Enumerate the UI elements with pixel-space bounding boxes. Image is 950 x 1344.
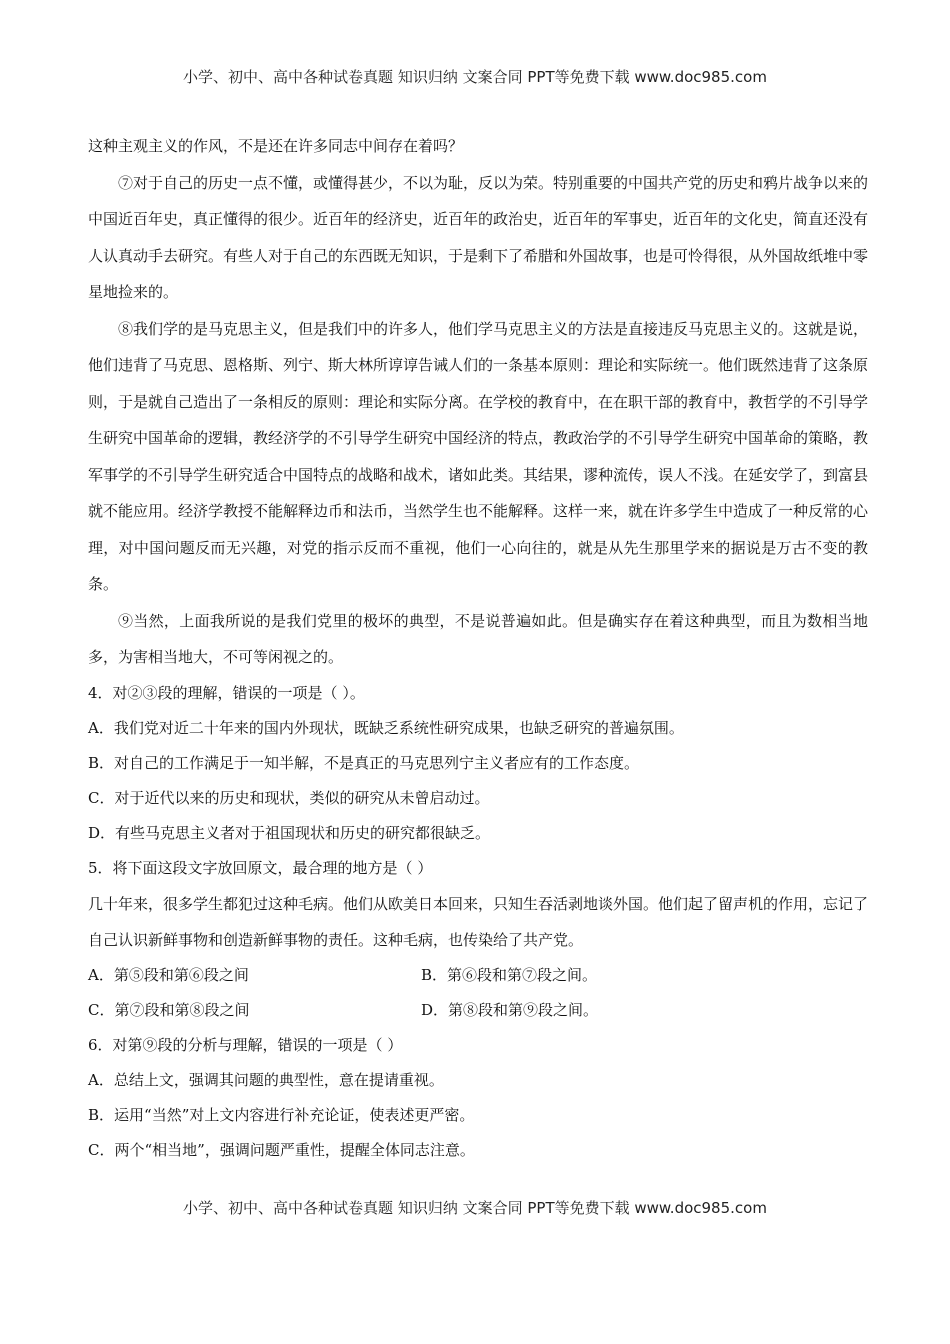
- question-5-options-row-1: [88, 958, 868, 993]
- question-5-options-row-2: [88, 993, 868, 1028]
- question-4-stem: 4．对②③段的理解，错误的一项是（ ）。: [88, 683, 365, 702]
- question-4-option-b: B．对自己的工作满足于一知半解，不是真正的马克思列宁主义者应有的工作态度。: [88, 753, 640, 772]
- page-header: 小学、初中、高中各种试卷真题 知识归纳 文案合同 PPT等免费下载 www.doc985.com: [183, 68, 767, 86]
- question-5-quote: 几十年来，很多学生都犯过这种毛病。他们从欧美日本回来，只知生吞活剥地谈外国。他们起了留声机的作用，忘记了自己认识新鲜事物和创造新鲜事物的责任。这种毛病，也传染给了共产党。: [88, 894, 869, 949]
- question-6-option-a: A．总结上文，强调其问题的典型性，意在提请重视。: [88, 1070, 444, 1089]
- question-5-option-d: D．第⑧段和第⑨段之间。: [421, 1000, 599, 1019]
- passage-paragraph-continued: 这种主观主义的作风，不是还在许多同志中间存在着吗？: [88, 137, 464, 155]
- question-5-option-c: C．第⑦段和第⑧段之间: [88, 1000, 250, 1019]
- page-footer: 小学、初中、高中各种试卷真题 知识归纳 文案合同 PPT等免费下载 www.doc985.com: [183, 1199, 767, 1217]
- question-4-option-a: A．我们党对近二十年来的国内外现状，既缺乏系统性研究成果，也缺乏研究的普遍氛围。: [88, 718, 684, 737]
- passage-paragraph-8: ⑧我们学的是马克思主义，但是我们中的许多人，他们学马克思主义的方法是直接违反马克思主义的。这就是说，他们违背了马克思、恩格斯、列宁、斯大林所谆谆告诫人们的一条基本原则：理论和实际统一。他们既然违背了这条原则，于是就自己造出了一条相反的原则：理论和实际分离。在学校的教育中，在在职干部的教育中，教哲学的不引导学生研究中国革命的逻辑，教经济学的不引导学生研究中国经济的特点，教政治学的不引导学生研究中国革命的策略，教军事学的不引导学生研究适合中国特点的战略和战术，诸如此类。其结果，谬种流传，误人不浅。在延安学了，到富县就不能应用。经济学教授不能解释边币和法币，当然学生也不能解释。这样一来，就在许多学生中造成了一种反常的心理，对中国问题反而无兴趣，对党的指示反而不重视，他们一心向往的，就是从先生那里学来的据说是万古不变的教条。: [88, 319, 869, 593]
- question-6-stem: 6．对第⑨段的分析与理解，错误的一项是（ ）: [88, 1035, 403, 1054]
- question-5-option-b: B．第⑥段和第⑦段之间。: [421, 965, 598, 984]
- question-5-stem: 5．将下面这段文字放回原文，最合理的地方是（ ）: [88, 858, 433, 877]
- question-5-option-a: A．第⑤段和第⑥段之间: [88, 965, 249, 984]
- passage-paragraph-7: ⑦对于自己的历史一点不懂，或懂得甚少，不以为耻，反以为荣。特别重要的中国共产党的历史和鸦片战争以来的中国近百年史，真正懂得的很少。近百年的经济史，近百年的政治史，近百年的军事史，近百年的文化史，简直还没有人认真动手去研究。有些人对于自己的东西既无知识，于是剩下了希腊和外国故事，也是可怜得很，从外国故纸堆中零星地捡来的。: [88, 173, 869, 301]
- question-6-option-c: C．两个“相当地”，强调问题严重性，提醒全体同志注意。: [88, 1140, 475, 1159]
- question-4-option-d: D．有些马克思主义者对于祖国现状和历史的研究都很缺乏。: [88, 823, 491, 842]
- page-content: [88, 128, 868, 1168]
- question-4-option-c: C．对于近代以来的历史和现状，类似的研究从未曾启动过。: [88, 788, 490, 807]
- passage-paragraph-9: ⑨当然，上面我所说的是我们党里的极坏的典型，不是说普遍如此。但是确实存在着这种典型，而且为数相当地多，为害相当地大，不可等闲视之的。: [88, 611, 868, 666]
- question-6-option-b: B．运用“当然”对上文内容进行补充论证，使表述更严密。: [88, 1105, 475, 1124]
